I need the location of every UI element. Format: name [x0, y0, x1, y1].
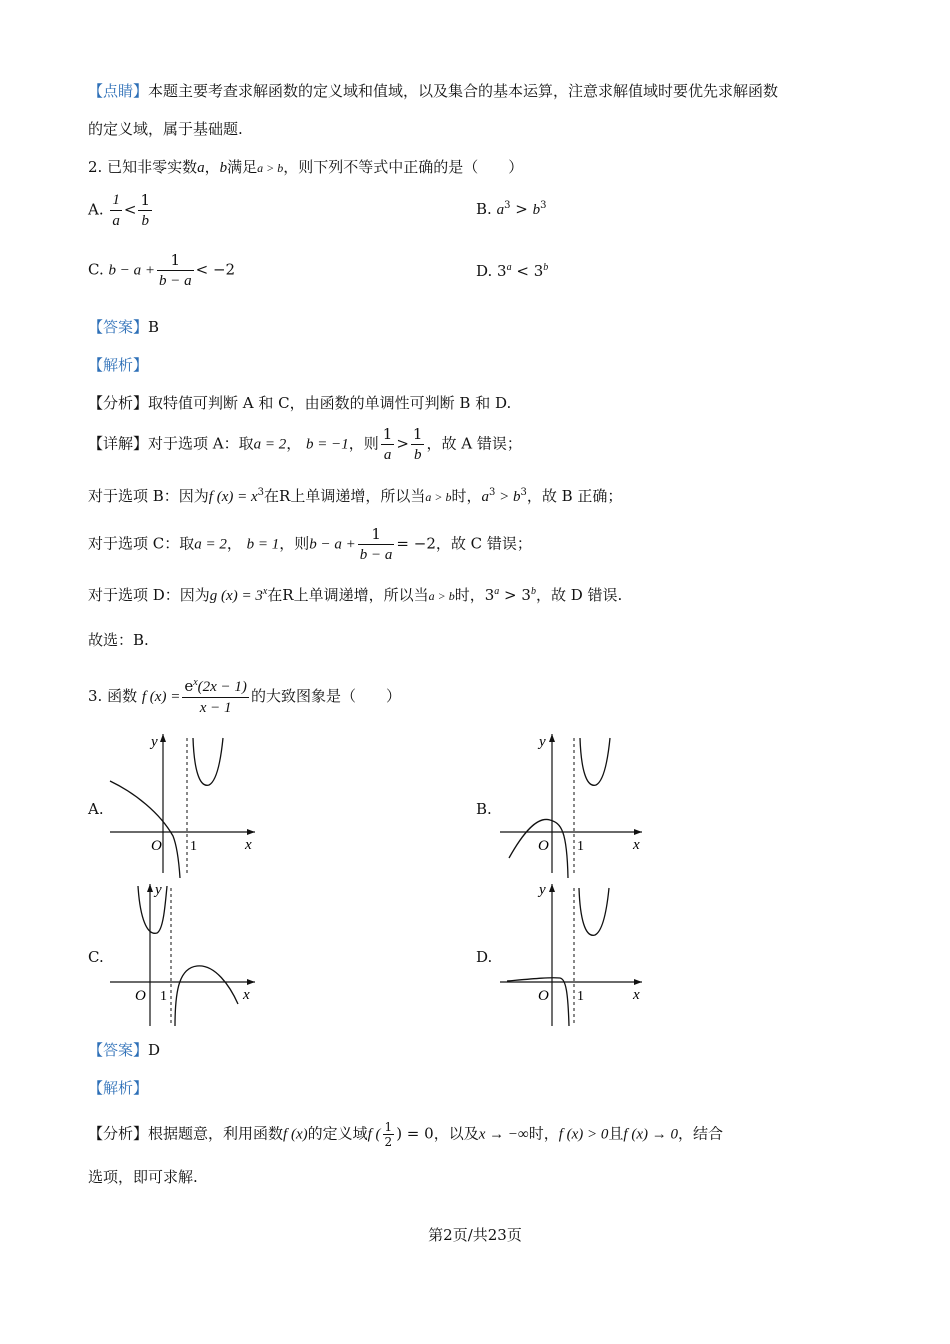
d3-eq: = −2: [396, 534, 436, 553]
q2-stem-mid: 满足: [227, 158, 258, 176]
option-label: B.: [476, 200, 492, 218]
x-arrow-icon: [634, 979, 642, 985]
graph-c: [105, 878, 265, 1028]
fraction-den: 2: [384, 1135, 393, 1149]
curve-left: [110, 781, 180, 878]
fenxi-mid2: ，以及: [433, 1124, 479, 1143]
fraction: [358, 524, 395, 565]
curve-right: [579, 888, 609, 935]
d4-when: 时，: [454, 586, 485, 604]
fenxi-lim: x → −∞: [478, 1126, 529, 1143]
fenxi-f: f (x): [283, 1126, 308, 1143]
q2-option-c: [88, 250, 235, 291]
fraction: [381, 424, 395, 465]
d3-pre: 对于选项 C：取: [88, 534, 195, 553]
fenxi-f2b: ) = 0: [396, 1124, 434, 1143]
curve-right: [193, 738, 223, 785]
q2-detail-4: [88, 584, 622, 607]
fraction-num: 1: [157, 250, 194, 271]
d4-gt: > 3: [499, 586, 531, 604]
d3-expr: b − a +: [309, 536, 356, 553]
set-R: R: [279, 487, 291, 505]
exp: x: [193, 677, 198, 688]
dianjing-text: 本题主要考查求解函数的定义域和值域，以及集合的基本运算，注意求解值域时要优先求解函数: [148, 82, 779, 100]
fenxi-pre: 根据题意，利用函数: [148, 1124, 284, 1143]
y-arrow-icon: [549, 734, 555, 742]
d2-a: a: [481, 489, 489, 505]
q2-stem: [88, 156, 523, 179]
q3-stem: [88, 676, 401, 718]
d1-post: ，故 A 错误；: [426, 434, 522, 453]
fenxi-post: ，结合: [677, 1124, 723, 1143]
exp: x: [262, 586, 268, 597]
fraction: [411, 424, 425, 465]
q3-label-a: A.: [88, 800, 104, 818]
fraction: [157, 250, 194, 291]
b-a: a: [496, 202, 505, 218]
answer-tag: 【答案】: [88, 1041, 149, 1059]
fraction-num: 1: [384, 1120, 393, 1134]
fraction: [138, 190, 152, 231]
exp: a: [494, 586, 500, 597]
fraction-den: b − a: [159, 273, 192, 289]
origin-label: O: [538, 988, 549, 1004]
origin-label: O: [151, 838, 162, 854]
x-arrow-icon: [247, 979, 255, 985]
fenxi-and: 且: [608, 1124, 624, 1143]
answer: B: [148, 318, 160, 336]
x-label: x: [633, 987, 640, 1003]
gt: >: [396, 434, 409, 453]
fraction-num: 1: [110, 190, 122, 211]
answer: D: [148, 1041, 161, 1059]
tick-1: 1: [160, 989, 167, 1004]
c-post: < −2: [195, 260, 236, 279]
d2-post: ，故 B 正确；: [526, 487, 623, 505]
graph-d: [495, 878, 655, 1028]
d3-then: ，则: [279, 534, 310, 553]
d4-cond: a > b: [428, 589, 455, 603]
y-arrow-icon: [160, 734, 166, 742]
q3-stem-post: 的大致图象是（ ）: [250, 687, 401, 705]
tick-1: 1: [577, 839, 584, 854]
q2-stem-pre: 2. 已知非零实数: [88, 158, 198, 176]
num-rest: (2x − 1): [197, 679, 247, 695]
y-label: y: [155, 882, 162, 898]
q2-guxuan: 故选：B.: [88, 631, 149, 649]
dianjing-line-2: 的定义域，属于基础题.: [88, 120, 243, 138]
q2-fenxi: [88, 392, 511, 414]
d4-post: ，故 D 错误.: [535, 586, 623, 604]
d1-pre: 对于选项 A：取: [148, 434, 254, 453]
d4-g: g (x) = 3: [209, 588, 263, 604]
num-e: e: [184, 677, 194, 695]
fenxi-c1: f (x) > 0: [558, 1126, 609, 1143]
exp: 3: [257, 487, 265, 498]
fraction-num: 1: [382, 425, 393, 443]
d2-mid2: 上单调递增，所以当: [290, 487, 426, 505]
dianjing-line-1: [88, 80, 778, 102]
exp: 3: [540, 200, 547, 211]
y-arrow-icon: [549, 884, 555, 892]
option-label: A.: [88, 200, 104, 219]
xiangjie-tag: 【详解】: [88, 434, 149, 453]
b-b: b: [532, 202, 541, 218]
tick-1: 1: [577, 989, 584, 1004]
exp: a: [506, 262, 512, 273]
d2-when: 时，: [451, 487, 482, 505]
fraction-den: x − 1: [199, 700, 232, 716]
q2-detail-1: 【详解】对于选项 A：取a = 2， b = −1，则 $\frac{1}{a}$ > $\frac{1}{b}$ ，故 A 错误；: [88, 425, 522, 463]
fraction-den: a: [383, 447, 392, 463]
lt: <: [516, 262, 529, 280]
x-label: x: [245, 837, 252, 853]
d3-b: b = 1: [246, 536, 280, 553]
curve-right: [175, 966, 238, 1026]
fenxi-text: 取特值可判断 A 和 C，由函数的单调性可判断 B 和 D.: [148, 394, 512, 412]
fenxi-when: 时，: [528, 1124, 559, 1143]
tick-1: 1: [190, 839, 197, 854]
q3-label-c: C.: [88, 948, 104, 966]
fraction-den: b − a: [359, 547, 393, 563]
graph-b: [495, 728, 655, 878]
y-arrow-icon: [147, 884, 153, 892]
q2-jiexi: 【解析】: [88, 356, 149, 374]
q3-fenxi: [88, 1120, 723, 1149]
var-b: b: [219, 160, 228, 176]
q3-label-d: D.: [476, 948, 493, 966]
set-R: R: [282, 586, 294, 604]
fenxi-tag: 【分析】: [88, 1124, 149, 1143]
d4-mid: 在: [267, 586, 283, 604]
fraction-num: 1: [140, 191, 151, 209]
d2-pre: 对于选项 B：因为: [88, 487, 209, 505]
q3-answer: [88, 1039, 160, 1061]
q2-option-a: [88, 190, 154, 231]
answer-tag: 【答案】: [88, 318, 149, 336]
option-label: D.: [476, 262, 493, 280]
fraction-num: 1: [358, 524, 395, 545]
dianjing-tag: 【点睛】: [88, 82, 149, 100]
d1-b: b = −1: [306, 436, 349, 453]
sep: ，: [204, 158, 220, 176]
d4-pre: 对于选项 D：因为: [88, 586, 210, 604]
exp: b: [543, 262, 549, 273]
q3-f: f (x) =: [141, 689, 181, 705]
curve-right: [580, 738, 610, 785]
q2-detail-3: 对于选项 C：取a = 2， b = 1，则b − a + $\frac{1}{b - a}$ = −2，故 C 错误；: [88, 525, 532, 563]
x-label: x: [243, 987, 250, 1003]
var-a: a: [197, 160, 205, 176]
q3-stem-pre: 3. 函数: [88, 687, 138, 705]
fraction-den: a: [112, 213, 120, 229]
fraction: [383, 1120, 395, 1149]
fraction-den: b: [141, 213, 149, 229]
q2-cond: a > b: [257, 161, 284, 175]
q3-jiexi: 【解析】: [88, 1079, 149, 1097]
d2-cond: a > b: [425, 490, 452, 504]
q2-option-b: [476, 200, 546, 219]
base: 3: [533, 262, 544, 280]
c-pre: b − a +: [108, 262, 155, 279]
gt: >: [515, 200, 528, 218]
y-label: y: [539, 734, 546, 750]
fraction: [110, 190, 122, 231]
exp: b: [530, 586, 536, 597]
q2-option-d: [476, 262, 548, 280]
exp: 3: [504, 200, 511, 211]
fraction-num: 1: [412, 425, 423, 443]
fraction: [182, 676, 249, 718]
d4-base: 3: [484, 586, 495, 604]
lt: <: [123, 200, 137, 219]
x-arrow-icon: [247, 829, 255, 835]
x-label: x: [633, 837, 640, 853]
origin-label: O: [135, 988, 146, 1004]
fenxi-mid: 的定义域: [307, 1124, 368, 1143]
d1-a: a = 2: [253, 436, 287, 453]
d1-then: ，则: [348, 434, 379, 453]
y-label: y: [539, 882, 546, 898]
q2-stem-post: ，则下列不等式中正确的是（ ）: [283, 158, 524, 176]
d2-gt: > b: [495, 489, 521, 505]
x-arrow-icon: [634, 829, 642, 835]
option-label: C.: [88, 260, 104, 279]
exp: 3: [488, 487, 496, 498]
page-footer: 第2页/共23页: [428, 1226, 522, 1244]
fenxi-tag: 【分析】: [88, 394, 149, 412]
d2-mid: 在: [264, 487, 280, 505]
fraction-den: b: [413, 447, 422, 463]
d3-post: ，故 C 错误；: [435, 534, 532, 553]
q2-answer: [88, 316, 159, 338]
origin-label: O: [538, 838, 549, 854]
d3-a: a = 2: [194, 536, 227, 553]
fenxi-c2: f (x) → 0: [623, 1126, 678, 1143]
q3-label-b: B.: [476, 800, 492, 818]
curve-left: [138, 886, 167, 933]
graph-a: [105, 728, 265, 878]
q3-fenxi-line-2: 选项，即可求解.: [88, 1168, 198, 1186]
base: 3: [497, 262, 507, 280]
q2-detail-2: [88, 485, 622, 508]
d4-mid2: 上单调递增，所以当: [293, 586, 429, 604]
exp: 3: [520, 487, 527, 498]
fenxi-f2: f (: [367, 1126, 381, 1143]
d2-f: f (x) = x: [208, 489, 258, 505]
y-label: y: [151, 734, 158, 750]
